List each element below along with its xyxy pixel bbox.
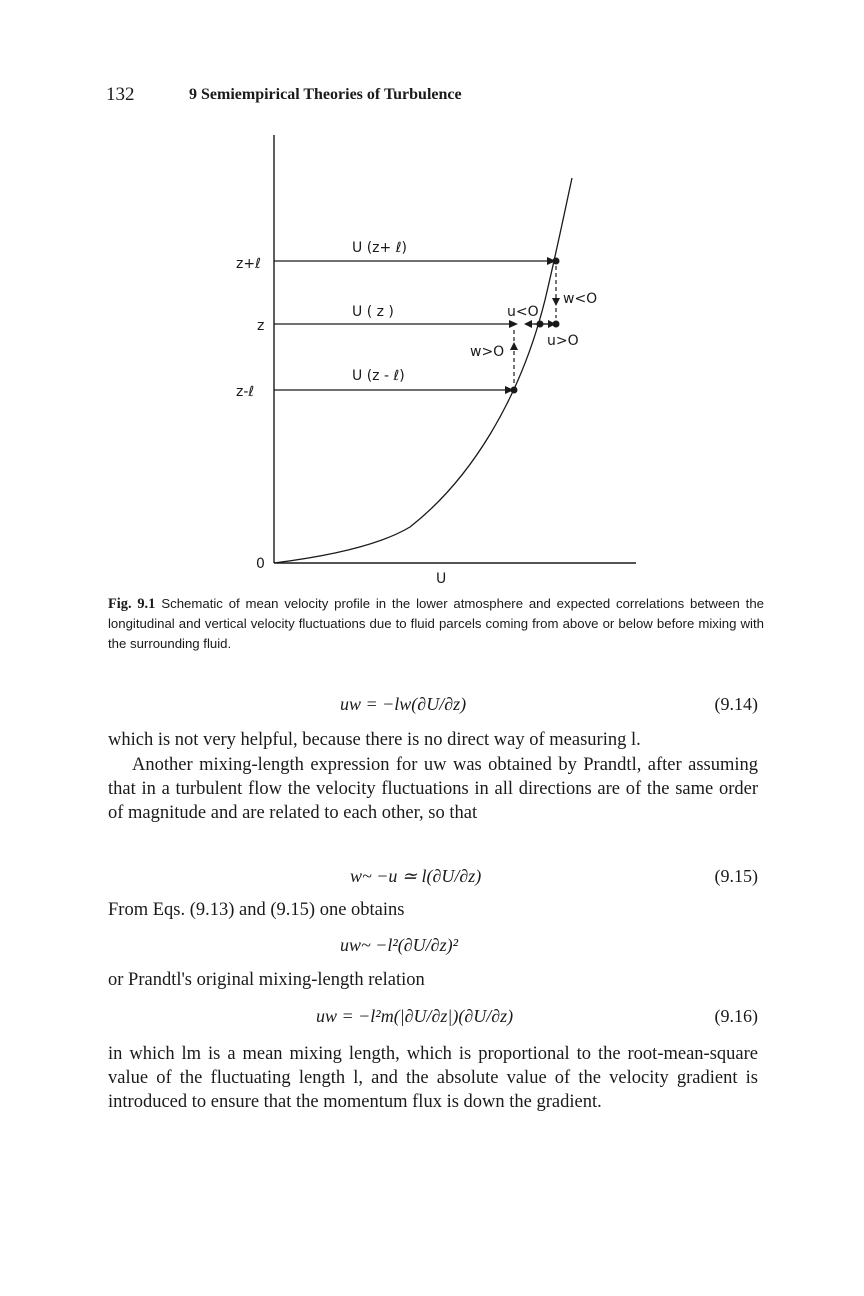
paragraph-2: Another mixing-length expression for uw was obtained by Prandtl, after assuming that in a turbulent flow the velocity fluctuations in all directions are of the same order of magnitude and are related to each other, so that xyxy=(108,755,758,823)
equation-unnumbered: uw~ −l²(∂U/∂z)² xyxy=(340,935,458,955)
page-number: 132 xyxy=(106,84,135,105)
paragraph-1: which is not very helpful, because there is no direct way of measuring l. xyxy=(108,730,641,750)
annotation-w-positive: w>O xyxy=(470,344,505,360)
point-z-plus-l xyxy=(553,258,560,265)
equation-number-9-16: (9.16) xyxy=(714,1006,758,1026)
profile-label-z-plus-l: U (z+ ℓ) xyxy=(352,240,407,256)
origin-label: 0 xyxy=(256,556,265,572)
w-up-arrowhead xyxy=(510,342,518,350)
profile-label-z: U ( z ) xyxy=(352,304,394,320)
paragraph-4: or Prandtl's original mixing-length relation xyxy=(108,970,425,990)
caption-text: Schematic of mean velocity profile in the lower atmosphere and expected correlations between the longitudinal and vertical velocity fluctuations due to fluid parcels coming from above or below before mixing with the surrounding fluid. xyxy=(108,596,764,651)
paragraph-5: in which lm is a mean mixing length, which is proportional to the root-mean-square value of the fluctuating length l, and the absolute value of the velocity gradient is introduced to ensure that the momentum flux is down the gradient. xyxy=(108,1044,758,1112)
equation-number-9-14: (9.14) xyxy=(714,694,758,714)
y-tick-label-z: z xyxy=(257,318,265,334)
profile-label-z-minus-l: U (z - ℓ) xyxy=(352,368,405,384)
arrowhead-z xyxy=(509,320,518,328)
w-down-arrowhead xyxy=(552,298,560,306)
point-z-mid xyxy=(553,321,560,328)
annotation-u-positive: u>O xyxy=(547,333,579,349)
equation-9-15: w~ −u ≃ l(∂U/∂z) xyxy=(350,866,482,886)
x-axis-label: U xyxy=(436,571,447,587)
velocity-profile-curve xyxy=(274,178,572,563)
annotation-u-negative: u<O xyxy=(507,304,539,320)
y-tick-label-z-minus-l: z-ℓ xyxy=(236,384,255,400)
velocity-profile-figure xyxy=(0,0,864,600)
equation-number-9-15: (9.15) xyxy=(714,866,758,886)
point-z-minus-l xyxy=(511,387,518,394)
running-head: 9 Semiempirical Theories of Turbulence xyxy=(189,86,462,103)
annotation-w-negative: w<O xyxy=(563,291,598,307)
u-negative-arrowhead xyxy=(524,320,532,328)
y-tick-label-z-plus-l: z+ℓ xyxy=(236,256,261,272)
figure-caption xyxy=(108,594,764,654)
equation-9-16: uw = −l²m(|∂U/∂z|)(∂U/∂z) xyxy=(316,1006,514,1026)
equation-9-14: uw = −lw(∂U/∂z) xyxy=(340,694,467,714)
paragraph-3: From Eqs. (9.13) and (9.15) one obtains xyxy=(108,900,405,920)
caption-lead: Fig. 9.1 xyxy=(108,596,156,612)
